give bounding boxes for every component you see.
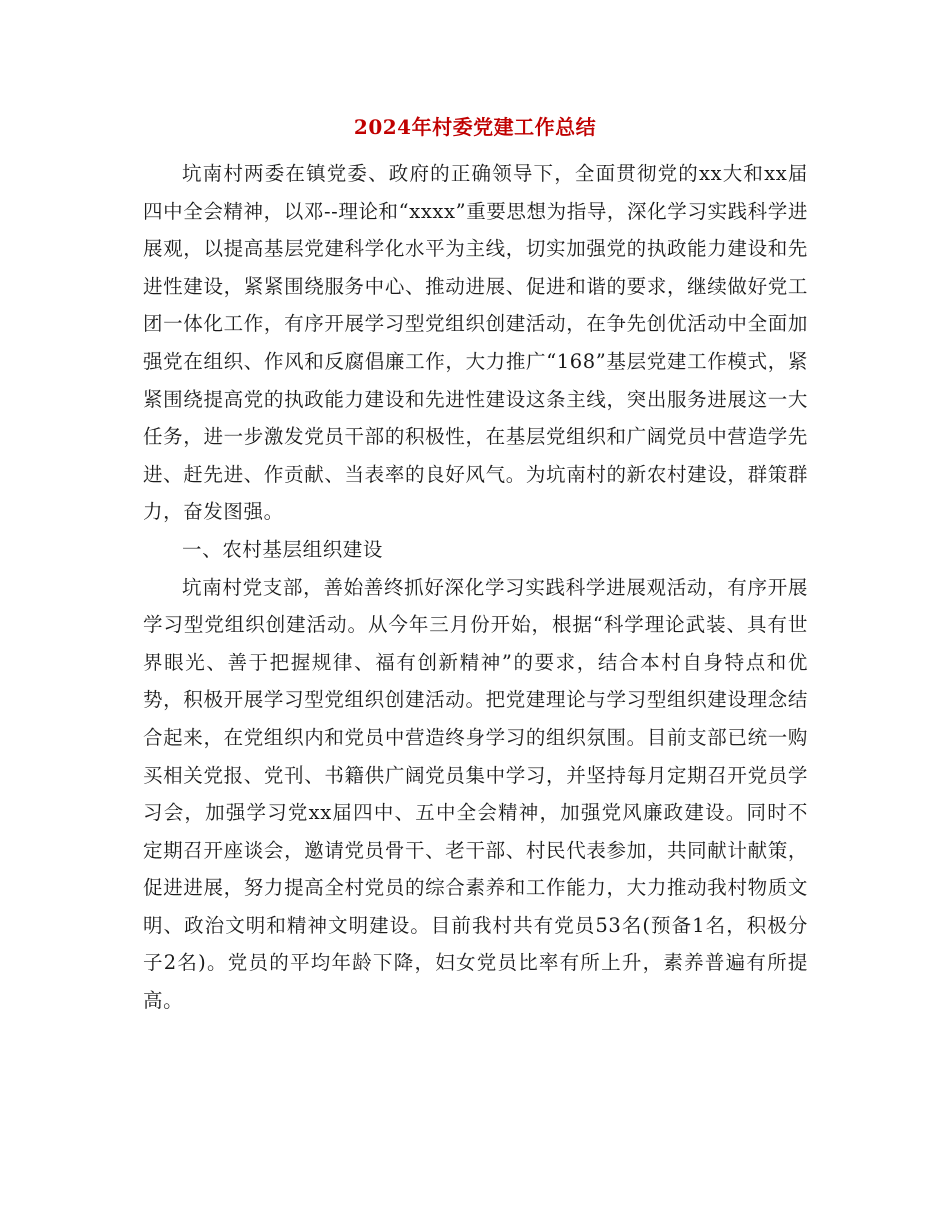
document-body bbox=[143, 155, 808, 1020]
document-title: 2024年村委党建工作总结 bbox=[353, 115, 597, 139]
section-paragraph: 坑南村党支部，善始善终抓好深化学习实践科学进展观活动，有序开展学习型党组织创建活动。从今年三月份开始，根据“科学理论武装、具有世界眼光、善于把握规律、福有创新精神”的要求，结合本村自身特点和优势，积极开展学习型党组织创建活动。把党建理论与学习型组织建设理念结合起来，在党组织内和党员中营造终身学习的组织氛围。目前支部已统一购买相关党报、党刊、书籍供广阔党员集中学习，并坚持每月定期召开党员学习会，加强学习党xx届四中、五中全会精神，加强党风廉政建设。同时不定期召开座谈会，邀请党员骨干、老干部、村民代表参加，共同献计献策，促进进展，努力提高全村党员的综合素养和工作能力，大力推动我村物质文明、政治文明和精神文明建设。目前我村共有党员53名(预备1名，积极分子2名)。党员的平均年龄下降，妇女党员比率有所上升，素养普遍有所提高。 bbox=[143, 575, 808, 1013]
intro-paragraph: 坑南村两委在镇党委、政府的正确领导下，全面贯彻党的xx大和xx届四中全会精神，以邓--理论和“xxxx”重要思想为指导，深化学习实践科学进展观，以提高基层党建科学化水平为主线，切实加强党的执政能力建设和先进性建设，紧紧围绕服务中心、推动进展、促进和谐的要求，继续做好党工团一体化工作，有序开展学习型党组织创建活动，在争先创优活动中全面加强党在组织、作风和反腐倡廉工作，大力推广“168”基层党建工作模式，紧紧围绕提高党的执政能力建设和先进性建设这条主线，突出服务进展这一大任务，进一步激发党员干部的积极性，在基层党组织和广阔党员中营造学先进、赶先进、作贡献、当表率的良好风气。为坑南村的新农村建设，群策群力，奋发图强。 bbox=[143, 162, 808, 524]
section-heading: 一、农村基层组织建设 bbox=[182, 537, 384, 561]
